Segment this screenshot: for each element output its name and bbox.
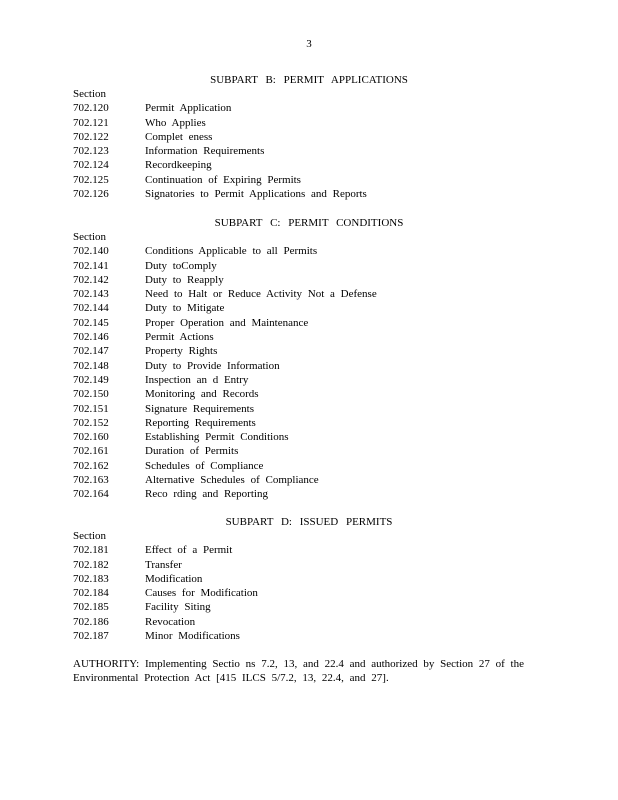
- section-title: Modification: [145, 572, 203, 585]
- section-number: 702.151: [73, 402, 109, 415]
- list-item: [73, 244, 553, 258]
- list-item: [73, 459, 553, 473]
- section-label: Section: [73, 88, 106, 100]
- section-number: 702.150: [73, 388, 109, 401]
- subpart-d-list: [73, 529, 553, 643]
- section-number: 702.143: [73, 288, 109, 301]
- section-number: 702.120: [73, 102, 109, 115]
- section-number: 702.125: [73, 173, 109, 186]
- subpart-b-list: [73, 87, 553, 201]
- section-title: Causes for Modification: [145, 587, 258, 600]
- section-number: 702.163: [73, 474, 109, 487]
- section-number: 702.186: [73, 615, 109, 628]
- section-number: 702.160: [73, 431, 109, 444]
- section-number: 702.145: [73, 316, 109, 329]
- section-title: Information Requirements: [145, 145, 265, 158]
- section-number: 702.187: [73, 630, 109, 643]
- section-title: Permit Application: [145, 102, 232, 115]
- subpart-c-heading: SUBPART C: PERMIT CONDITIONS: [214, 217, 404, 229]
- authority-line: AUTHORITY: Implementing Sectio ns 7.2, 13, and 22.4 and authorized by Section 27 of the: [73, 658, 524, 670]
- list-item: [73, 572, 553, 586]
- section-number: 702.123: [73, 145, 109, 158]
- section-number: 702.164: [73, 488, 109, 501]
- list-item: [73, 273, 553, 287]
- list-item: [73, 287, 553, 301]
- section-number: 702.141: [73, 259, 109, 272]
- section-title: Recordkeeping: [145, 159, 212, 172]
- section-number: 702.146: [73, 331, 109, 344]
- section-number: 702.147: [73, 345, 109, 358]
- section-number: 702.140: [73, 245, 109, 258]
- list-item: [73, 330, 553, 344]
- list-item: [73, 402, 553, 416]
- section-title: Duty to Mitigate: [145, 302, 225, 315]
- section-title: Monitoring and Records: [145, 388, 259, 401]
- list-item: [73, 444, 553, 458]
- section-number: 702.122: [73, 130, 109, 143]
- list-item: [73, 487, 553, 501]
- section-number: 702.152: [73, 416, 109, 429]
- section-label: Section: [73, 231, 106, 243]
- section-number: 702.184: [73, 587, 109, 600]
- section-title: Reporting Requirements: [145, 416, 256, 429]
- section-label: Section: [73, 530, 106, 542]
- section-title: Permit Actions: [145, 331, 214, 344]
- section-number: 702.182: [73, 558, 109, 571]
- list-item: [73, 629, 553, 643]
- section-title: Signatories to Permit Applications and Reports: [145, 188, 367, 201]
- section-title: Signature Requirements: [145, 402, 255, 415]
- list-item: [73, 101, 553, 115]
- subpart-d-heading: SUBPART D: ISSUED PERMITS: [225, 516, 393, 528]
- section-number: 702.121: [73, 116, 109, 129]
- list-item: [73, 416, 553, 430]
- list-item: [73, 116, 553, 130]
- section-title: Facility Siting: [145, 601, 211, 614]
- section-number: 702.144: [73, 302, 109, 315]
- section-title: Conditions Applicable to all Permits: [145, 245, 318, 258]
- section-title: Duty to Provide Information: [145, 359, 280, 372]
- section-title: Continuation of Expiring Permits: [145, 173, 301, 186]
- section-title: Transfer: [145, 558, 182, 571]
- list-item: [73, 316, 553, 330]
- subpart-b-heading: SUBPART B: PERMIT APPLICATIONS: [210, 74, 408, 86]
- section-title: Who Applies: [145, 116, 206, 129]
- list-item: [73, 373, 553, 387]
- list-item: [73, 600, 553, 614]
- page-number: 3: [306, 38, 312, 50]
- section-title: Effect of a Permit: [145, 544, 233, 557]
- section-title: Establishing Permit Conditions: [145, 431, 289, 444]
- section-number: 702.149: [73, 373, 109, 386]
- section-title: Revocation: [145, 615, 196, 628]
- section-title: Minor Modifications: [145, 630, 240, 643]
- list-item: [73, 344, 553, 358]
- list-item: [73, 173, 553, 187]
- section-number: 702.124: [73, 159, 109, 172]
- section-title: Inspection an d Entry: [145, 373, 249, 386]
- section-number: 702.126: [73, 188, 109, 201]
- section-number: 702.142: [73, 273, 109, 286]
- list-item: [73, 187, 553, 201]
- section-title: Alternative Schedules of Compliance: [145, 474, 319, 487]
- section-title: Property Rights: [145, 345, 218, 358]
- list-item: [73, 473, 553, 487]
- section-number: 702.183: [73, 572, 109, 585]
- section-number: 702.185: [73, 601, 109, 614]
- list-item: [73, 430, 553, 444]
- list-item: [73, 558, 553, 572]
- section-title: Complet eness: [145, 130, 213, 143]
- list-item: [73, 615, 553, 629]
- list-item: [73, 158, 553, 172]
- section-number: 702.148: [73, 359, 109, 372]
- list-item: [73, 543, 553, 557]
- authority-note: [73, 657, 523, 686]
- section-number: 702.181: [73, 544, 109, 557]
- section-number: 702.161: [73, 445, 109, 458]
- section-title: Duration of Permits: [145, 445, 239, 458]
- list-item: [73, 130, 553, 144]
- section-title: Reco rding and Reporting: [145, 488, 268, 501]
- list-item: [73, 301, 553, 315]
- section-title: Duty toComply: [145, 259, 217, 272]
- section-title: Proper Operation and Maintenance: [145, 316, 309, 329]
- list-item: [73, 259, 553, 273]
- list-item: [73, 359, 553, 373]
- subpart-c-list: [73, 230, 553, 502]
- section-number: 702.162: [73, 459, 109, 472]
- list-item: [73, 387, 553, 401]
- list-item: [73, 586, 553, 600]
- section-title: Duty to Reapply: [145, 273, 224, 286]
- section-title: Need to Halt or Reduce Activity Not a Defense: [145, 288, 377, 301]
- section-title: Schedules of Compliance: [145, 459, 264, 472]
- list-item: [73, 144, 553, 158]
- authority-line: Environmental Protection Act [415 ILCS 5/7.2, 13, 22.4, and 27].: [73, 672, 389, 685]
